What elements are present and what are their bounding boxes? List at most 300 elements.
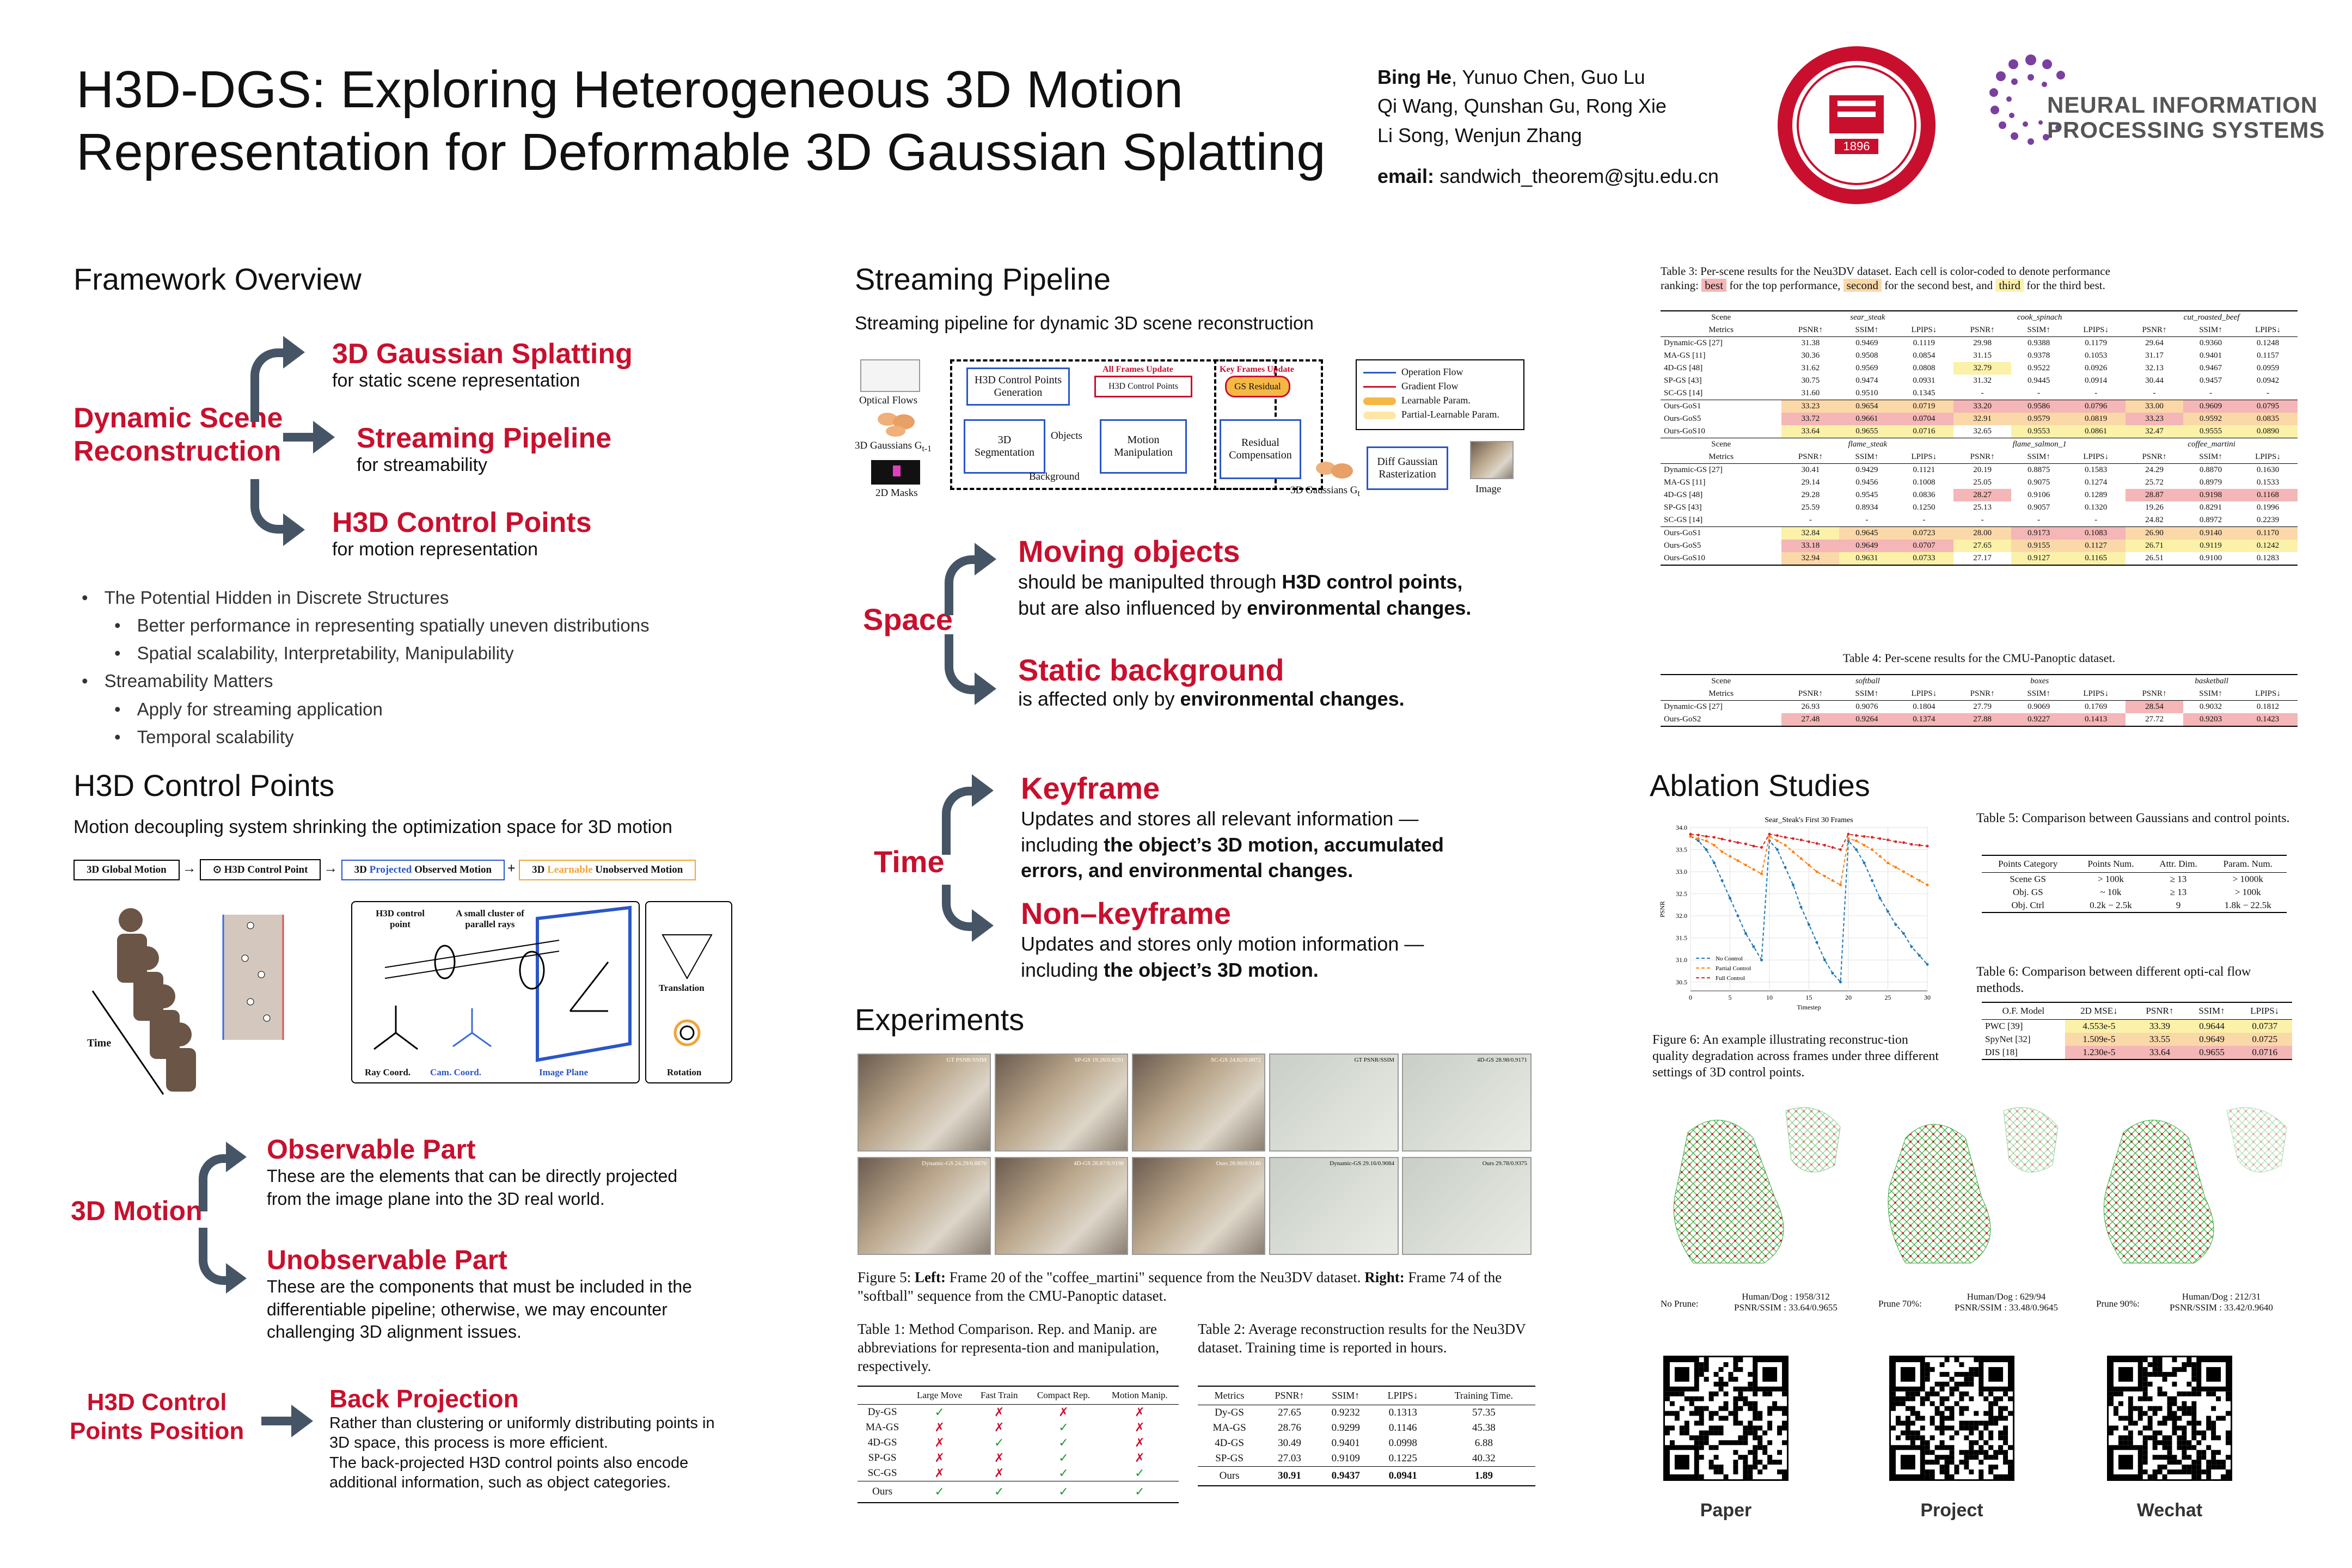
table-cell: ✗ xyxy=(934,1436,945,1449)
metric-value: 0.9555 xyxy=(2183,425,2238,438)
data-point xyxy=(1839,884,1842,886)
x-tick-label: 25 xyxy=(1884,994,1891,1001)
metric-value: 0.0836 xyxy=(1913,491,1935,499)
data-point xyxy=(1753,845,1755,848)
figure-5-caption xyxy=(857,1269,1535,1306)
header-cell: PSNR↑ xyxy=(1970,326,1995,334)
email-address[interactable]: sandwich_theorem@sjtu.edu.cn xyxy=(1440,164,1719,187)
comparison-tile xyxy=(857,1054,991,1152)
streaming-section-title: Streaming Pipeline xyxy=(855,262,1111,296)
gaussians-t-sub: t xyxy=(1357,488,1360,498)
table-cell: ✓ xyxy=(994,1436,1004,1449)
qualitative-comparison-figure xyxy=(857,1054,1533,1260)
tile-label: GT PSNR/SSIM xyxy=(1354,1057,1394,1063)
metric-value: 0.9654 xyxy=(1839,400,1894,413)
scene-name: basketball xyxy=(2126,675,2298,688)
poster-title-line-2: Representation for Deformable 3D Gaussian Splatting xyxy=(76,123,1326,181)
data-point xyxy=(1729,840,1731,842)
metric-value: 0.0719 xyxy=(1894,400,1953,413)
table-cell: 45.38 xyxy=(1472,1422,1496,1434)
metric-value: 0.9631 xyxy=(1839,552,1894,565)
metric-value: 32.79 xyxy=(1953,362,2011,375)
method-name: SC-GS [14] xyxy=(1664,389,1703,397)
metric-value: 26.51 xyxy=(2126,552,2183,565)
table-row xyxy=(1198,1451,1535,1467)
header-cell: SSIM↑ xyxy=(2199,452,2222,461)
position-arrow-icon xyxy=(261,1417,294,1425)
comparison-tile xyxy=(1269,1157,1399,1255)
table-cell: SP-GS xyxy=(868,1452,897,1463)
cp-generation-box: H3D Control Points Generation xyxy=(966,367,1070,406)
tile-label: SC-GS 24.82/0.8872 xyxy=(1211,1057,1261,1063)
qr-label-project: Project xyxy=(1920,1500,1983,1521)
prune-humandog: Human/Dog : 212/31 xyxy=(2182,1291,2261,1302)
space-label: Space xyxy=(863,602,953,636)
table-cell: 0.1146 xyxy=(1388,1422,1417,1434)
table-cell: 57.35 xyxy=(1432,1405,1535,1421)
table-cell: Ours xyxy=(857,1481,907,1503)
metric-value: 0.9198 xyxy=(2183,489,2238,501)
metric-value: 0.9227 xyxy=(2011,713,2066,726)
metric-value: 19.26 xyxy=(2145,503,2164,512)
metric-value: 0.1121 xyxy=(1894,464,1953,477)
data-point xyxy=(1816,871,1818,873)
control-position-label xyxy=(70,1388,244,1446)
metric-value: 0.9474 xyxy=(1855,376,1878,385)
metric-value: 0.9553 xyxy=(2011,425,2066,438)
data-point xyxy=(1705,840,1708,842)
table-cell: ✓ xyxy=(907,1481,972,1503)
method-name: SP-GS [43] xyxy=(1664,503,1702,512)
comparison-tile xyxy=(995,1157,1128,1255)
arrowhead-icon xyxy=(313,421,335,454)
metric-value: - xyxy=(1809,516,1812,524)
paper-qr-code[interactable] xyxy=(1663,1356,1788,1481)
table-header-row xyxy=(1982,855,2287,873)
keyframe-text-1: Updates and stores all relevant information — xyxy=(1021,807,1419,830)
method-name: Ours-GoS5 xyxy=(1664,541,1701,550)
table-cell: ✓ xyxy=(1058,1451,1069,1465)
branch-2-sub: for streamability xyxy=(357,455,487,475)
optical-flow-thumbnail xyxy=(860,359,920,392)
metric-value: 0.0942 xyxy=(2256,376,2280,385)
table-cell: 1.8k − 22.5k xyxy=(2209,899,2287,912)
segmentation-box: 3D Segmentation xyxy=(964,419,1045,474)
data-point xyxy=(1832,879,1834,882)
metric-value: 0.0707 xyxy=(1894,540,1953,552)
poster-title-line-1: H3D-DGS: Exploring Heterogeneous 3D Motion xyxy=(76,60,1183,119)
cp-box: H3D Control Points xyxy=(1094,376,1192,397)
metric-value: 32.94 xyxy=(1781,552,1839,565)
metric-value: 33.23 xyxy=(1781,400,1839,413)
header-cell: LPIPS↓ xyxy=(2255,689,2281,698)
fig-label-translation: Translation xyxy=(659,983,705,993)
header-cell: PSNR↑ xyxy=(1970,452,1995,461)
table-header-row xyxy=(1198,1386,1535,1405)
fig-label-control-point: H3D control point xyxy=(376,908,425,929)
table-cell: ✗ xyxy=(1135,1420,1145,1434)
x-tick-label: 5 xyxy=(1728,994,1732,1001)
data-point xyxy=(1902,871,1905,873)
data-point xyxy=(1721,850,1724,853)
metric-value: 26.71 xyxy=(2126,540,2183,552)
table-cell: ✗ xyxy=(994,1451,1004,1465)
metric-value: 0.1374 xyxy=(1894,713,1953,726)
nonkeyframe-title: Non–keyframe xyxy=(1021,896,1231,930)
table-header-row xyxy=(1982,1002,2292,1020)
table-cell: ✗ xyxy=(934,1466,945,1480)
background-label: Background xyxy=(1029,471,1080,482)
table-row xyxy=(1661,527,2298,540)
arrowhead-icon xyxy=(226,1263,247,1294)
metric-value: 27.88 xyxy=(1953,713,2011,726)
header-cell: SSIM↑ xyxy=(2027,452,2050,461)
observable-title: Observable Part xyxy=(267,1134,476,1165)
second-swatch: second xyxy=(1843,279,1882,292)
table-cell: ✗ xyxy=(934,1420,945,1434)
fig5-right: Right: xyxy=(1364,1269,1405,1285)
metric-value: 0.9378 xyxy=(2028,351,2050,360)
data-point xyxy=(1760,846,1763,849)
metric-value: 0.9360 xyxy=(2183,337,2238,350)
table-row xyxy=(1198,1405,1535,1421)
table-cell: ✗ xyxy=(1026,1405,1100,1420)
chart-title: Sear_Steak's First 30 Frames xyxy=(1765,816,1853,824)
table-row xyxy=(857,1466,1179,1481)
metric-value: 26.90 xyxy=(2126,527,2183,540)
table-cell: ✓ xyxy=(972,1481,1026,1503)
metric-value: 0.9592 xyxy=(2183,413,2238,425)
qr-pattern xyxy=(1891,1357,2013,1479)
observable-part xyxy=(267,1134,677,1210)
tile-label: GT PSNR/SSIM xyxy=(946,1057,987,1063)
branch-streaming xyxy=(357,422,611,476)
metric-value: 0.1165 xyxy=(2066,552,2126,565)
metric-value: 0.9661 xyxy=(1839,413,1894,425)
metric-value: 0.0796 xyxy=(2066,400,2126,413)
non-keyframe xyxy=(1021,896,1424,983)
fig5-left-text: Frame 20 of the "coffee_martini" sequence from the Neu3DV dataset. xyxy=(945,1269,1365,1285)
unobservable-title: Unobservable Part xyxy=(267,1245,507,1275)
table-row xyxy=(1661,501,2298,514)
metric-value: 28.00 xyxy=(1953,527,2011,540)
metric-value: 0.9655 xyxy=(1839,425,1894,438)
wechat-qr-code[interactable] xyxy=(2107,1356,2232,1481)
branch-control-points xyxy=(332,506,592,560)
data-point xyxy=(1721,879,1724,882)
gs-residual-box: GS Residual xyxy=(1225,376,1290,397)
prune-psnr: PSNR/SSIM : 33.48/0.9645 xyxy=(1955,1302,2058,1313)
comparison-tile xyxy=(1132,1157,1265,1255)
authors-line-2: Qi Wang, Qunshan Gu, Rong Xie xyxy=(1377,95,1667,118)
metric-value: 0.9106 xyxy=(2028,491,2050,499)
table-cell: > 1000k xyxy=(2209,873,2287,886)
data-point xyxy=(1768,833,1771,836)
sjtu-logo-year: 1896 xyxy=(1843,139,1870,153)
metric-value: 0.0926 xyxy=(2085,364,2108,372)
static-text: is affected only by xyxy=(1018,688,1180,710)
control-section-title: H3D Control Points xyxy=(74,768,335,803)
header-cell: LPIPS↓ xyxy=(2083,452,2109,461)
metric-value: 33.72 xyxy=(1781,413,1839,425)
qr-pattern xyxy=(2109,1357,2231,1479)
method-name: 4D-GS [48] xyxy=(1664,364,1703,372)
metric-value: 31.32 xyxy=(1973,376,1992,385)
data-point xyxy=(1784,836,1787,838)
table-3-caption-line-1: Table 3: Per-scene results for the Neu3DV dataset. Each cell is color-coded to denote performance xyxy=(1661,265,2110,278)
x-tick-label: 0 xyxy=(1689,994,1692,1001)
table-cell: 33.55 xyxy=(2133,1033,2186,1046)
legend-partial-learnable: Partial-Learnable Param. xyxy=(1401,409,1499,420)
method-name: Ours-GoS5 xyxy=(1664,414,1701,423)
metric-value: 0.9569 xyxy=(1855,364,1878,372)
data-point xyxy=(1863,844,1866,847)
arrowhead-icon xyxy=(283,513,305,546)
method-name: MA-GS [11] xyxy=(1664,351,1706,360)
table-row xyxy=(1661,713,2298,726)
table-row xyxy=(1661,540,2298,552)
table-cell: Obj. GS xyxy=(2012,887,2043,897)
fig-label-cluster: A small cluster of parallel rays xyxy=(456,908,524,929)
table-cell: ✓ xyxy=(1058,1466,1069,1480)
metric-value: 0.1168 xyxy=(2238,489,2298,501)
prune-humandog: Human/Dog : 1958/312 xyxy=(1742,1291,1830,1302)
data-point xyxy=(1855,834,1858,837)
table-cell: 0.9644 xyxy=(2186,1020,2238,1033)
metric-value: 24.82 xyxy=(2145,516,2164,524)
prune-label: Prune 90%: xyxy=(2096,1298,2140,1309)
comparison-tile xyxy=(995,1054,1128,1152)
metric-value: 0.8870 xyxy=(2183,464,2238,477)
table-cell: Scene GS xyxy=(1982,873,2074,886)
motion-manipulation-box: Motion Manipulation xyxy=(1100,419,1187,474)
metric-value: 29.64 xyxy=(2126,337,2183,350)
prune-visualization xyxy=(1655,1100,2303,1279)
data-point xyxy=(1886,910,1889,913)
table-row xyxy=(1982,873,2287,886)
data-point xyxy=(1816,941,1818,944)
metric-value: 0.1289 xyxy=(2085,491,2108,499)
header-cell: PSNR↑ xyxy=(2142,689,2167,698)
residual-compensation-box: Residual Compensation xyxy=(1220,419,1301,479)
metric-value: 0.1320 xyxy=(2085,503,2108,512)
x-tick-label: 20 xyxy=(1845,994,1852,1001)
method-name: Dynamic-GS [27] xyxy=(1661,464,1781,477)
tile-label: Ours 29.78/0.9375 xyxy=(1482,1160,1527,1167)
control-position-line-1: H3D Control xyxy=(87,1389,227,1416)
header-cell: LPIPS↓ xyxy=(2255,326,2281,334)
keyframe xyxy=(1021,770,1444,884)
motion-root: 3D Motion xyxy=(71,1196,203,1226)
flow-global-motion: 3D Global Motion xyxy=(74,860,180,880)
metric-value: 0.9649 xyxy=(1839,540,1894,552)
method-name: Ours-GoS1 xyxy=(1661,400,1781,413)
table-cell: 0.9649 xyxy=(2186,1033,2238,1046)
metric-value: 0.0795 xyxy=(2238,400,2298,413)
gaussians-prev-text: 3D Gaussians G xyxy=(855,440,922,451)
table-cell: MA-GS xyxy=(866,1422,899,1433)
table-row xyxy=(1661,350,2298,362)
table-cell: SpyNet [32] xyxy=(1985,1034,2031,1044)
header-cell: SSIM↑ xyxy=(2186,1002,2238,1020)
metric-value: - xyxy=(2094,516,2098,524)
data-point xyxy=(1871,836,1873,838)
scene-name: coffee_martini xyxy=(2126,438,2298,451)
fig5-prefix: Figure 5: xyxy=(857,1269,915,1285)
ours-row xyxy=(857,1481,1179,1503)
table-cell: ✓ xyxy=(1101,1481,1179,1503)
comparison-tile xyxy=(1132,1054,1265,1152)
table-row xyxy=(1982,899,2287,912)
metric-value: 0.9075 xyxy=(2028,478,2050,487)
metric-value: 33.23 xyxy=(2126,413,2183,425)
legend-learnable: Learnable Param. xyxy=(1401,395,1471,406)
header-cell: LPIPS↓ xyxy=(2083,326,2109,334)
metric-value: 32.91 xyxy=(1953,413,2011,425)
back-projection-text-4: additional information, such as object categories. xyxy=(329,1473,671,1491)
fig5-right-text: Frame 74 of the "softball" sequence from the CMU-Panoptic dataset. xyxy=(857,1269,1502,1304)
header-cell: PSNR↑ xyxy=(1798,689,1823,698)
table-cell: DIS [18] xyxy=(1982,1046,2065,1059)
flow-3-prefix: 3D xyxy=(354,864,370,875)
table-5 xyxy=(1982,855,2287,913)
metric-value: 32.84 xyxy=(1781,527,1839,540)
table-2 xyxy=(1198,1386,1535,1486)
prune-label: No Prune: xyxy=(1661,1298,1699,1309)
framework-bullets xyxy=(82,584,650,751)
prune-label: Prune 70%: xyxy=(1878,1298,1922,1309)
metric-value: - xyxy=(1981,389,1984,397)
method-name: Dynamic-GS [27] xyxy=(1661,701,1781,714)
framework-root-line-2: Reconstruction xyxy=(74,436,281,468)
moving-text-2: but are also influenced by xyxy=(1018,596,1247,619)
metric-value: 0.9510 xyxy=(1855,389,1878,397)
sub-bullet: • Spatial scalability, Interpretability, Manipulability xyxy=(82,639,650,667)
table-cell: ✗ xyxy=(994,1420,1004,1434)
framework-root-line-1: Dynamic Scene xyxy=(74,402,283,434)
data-point xyxy=(1918,879,1921,882)
authors-line-3: Li Song, Wenjun Zhang xyxy=(1377,124,1582,146)
metric-value: - xyxy=(1865,516,1869,524)
header-cell: SSIM↑ xyxy=(1318,1386,1374,1405)
x-axis-label: Timestep xyxy=(1797,1003,1821,1011)
table-cell: 27.65 xyxy=(1261,1405,1318,1421)
data-point xyxy=(1784,844,1787,847)
header-cell: Scene xyxy=(1661,675,1781,688)
metric-value: 0.0723 xyxy=(1894,527,1953,540)
tile-label: 4D-GS 28.87/0.9198 xyxy=(1074,1160,1124,1167)
fig-label-ray-coord: Ray Coord. xyxy=(365,1067,411,1077)
key-frames-label: Key Frames Update xyxy=(1220,365,1294,374)
data-point xyxy=(1800,838,1803,841)
metric-value: 29.14 xyxy=(1801,478,1820,487)
data-point xyxy=(1886,861,1889,864)
table-cell: 0.1225 xyxy=(1388,1453,1417,1464)
table-cell: 0.0941 xyxy=(1374,1467,1432,1486)
back-projection xyxy=(329,1384,715,1492)
metric-value: 25.13 xyxy=(1973,503,1992,512)
rasterization-box: Diff Gaussian Rasterization xyxy=(1367,446,1448,490)
data-point xyxy=(1863,861,1866,864)
data-point xyxy=(1918,844,1921,847)
header-cell: Fast Train xyxy=(972,1386,1026,1405)
table-row xyxy=(1982,1020,2292,1033)
table-cell: 0.9437 xyxy=(1318,1467,1374,1486)
metric-value: 0.9127 xyxy=(2011,552,2066,565)
table-cell: Obj. Ctrl xyxy=(1982,899,2074,912)
metric-value: 0.1053 xyxy=(2085,351,2108,360)
data-point xyxy=(1713,844,1716,847)
unobservable-text-1: These are the components that must be included in the xyxy=(267,1277,692,1296)
metric-value: 0.1283 xyxy=(2238,552,2298,565)
arrowhead-icon xyxy=(972,774,994,807)
data-point xyxy=(1879,837,1882,840)
data-point xyxy=(1871,879,1873,882)
metric-value: - xyxy=(2153,389,2156,397)
metric-value: 31.17 xyxy=(2145,351,2164,360)
scene-name: flame_steak xyxy=(1781,438,1953,451)
metric-value: 25.72 xyxy=(2145,478,2164,487)
flow-3-highlight: Projected xyxy=(369,864,412,875)
table-row xyxy=(1982,1046,2292,1059)
qr-label-wechat: Wechat xyxy=(2136,1500,2203,1521)
data-point xyxy=(1855,840,1858,842)
legend-gradient-flow: Gradient Flow xyxy=(1401,381,1459,392)
data-point xyxy=(1744,932,1747,935)
data-point xyxy=(1808,923,1810,926)
table-cell: 0.0998 xyxy=(1388,1437,1417,1449)
unobservable-text-3: challenging 3D alignment issues. xyxy=(267,1322,522,1342)
table-cell: 28.76 xyxy=(1278,1422,1301,1434)
table-cell: 30.49 xyxy=(1278,1437,1301,1449)
table-cell: 0.9299 xyxy=(1331,1422,1360,1434)
project-qr-code[interactable] xyxy=(1889,1356,2014,1481)
table-cell: 1.509e-5 xyxy=(2065,1033,2133,1046)
comparison-tile xyxy=(857,1157,991,1255)
metric-value: 31.62 xyxy=(1801,364,1820,372)
metric-value: 0.9069 xyxy=(2011,701,2066,714)
header-cell: SSIM↑ xyxy=(2199,689,2222,698)
motion-flow-diagram: 3D Global Motion → ⊙ H3D Control Point → 3D Projected Observed Motion + 3D Learnable Unobserved Motion xyxy=(74,859,696,880)
header-cell: PSNR↑ xyxy=(1798,452,1823,461)
table-3-caption xyxy=(1661,264,2303,293)
table-cell: 6.88 xyxy=(1474,1437,1493,1449)
header-cell: SSIM↑ xyxy=(2199,326,2222,334)
gaussians-t-icon xyxy=(1315,457,1358,482)
branch-1-sub: for static scene representation xyxy=(332,370,580,391)
header-cell: LPIPS↓ xyxy=(2255,452,2281,461)
metric-value: 0.0733 xyxy=(1894,552,1953,565)
data-point xyxy=(1910,945,1913,948)
table-cell: > 100k xyxy=(2074,873,2147,886)
best-swatch: best xyxy=(1701,279,1726,292)
observable-text-2: from the image plane into the 3D real world. xyxy=(267,1189,605,1209)
figure-6-caption: Figure 6: An example illustrating reconstruc-tion quality degradation across frames under three different settings of 3D control points. xyxy=(1652,1033,1939,1080)
metric-value: 0.9645 xyxy=(1839,527,1894,540)
x-tick-label: 30 xyxy=(1924,994,1931,1001)
caption-part: for the top performance, xyxy=(1726,279,1843,292)
data-point xyxy=(1721,838,1724,841)
metric-value: 0.1119 xyxy=(1894,337,1953,350)
header-cell: SSIM↑ xyxy=(2027,689,2050,698)
email-label: email: xyxy=(1377,164,1435,187)
metric-value: 0.0890 xyxy=(2238,425,2298,438)
metric-value: 0.9445 xyxy=(2028,376,2050,385)
table-cell: ~ 10k xyxy=(2100,887,2122,897)
branch-3-title: H3D Control Points xyxy=(332,507,592,538)
arrowhead-icon xyxy=(972,909,994,942)
data-point xyxy=(1847,837,1850,840)
